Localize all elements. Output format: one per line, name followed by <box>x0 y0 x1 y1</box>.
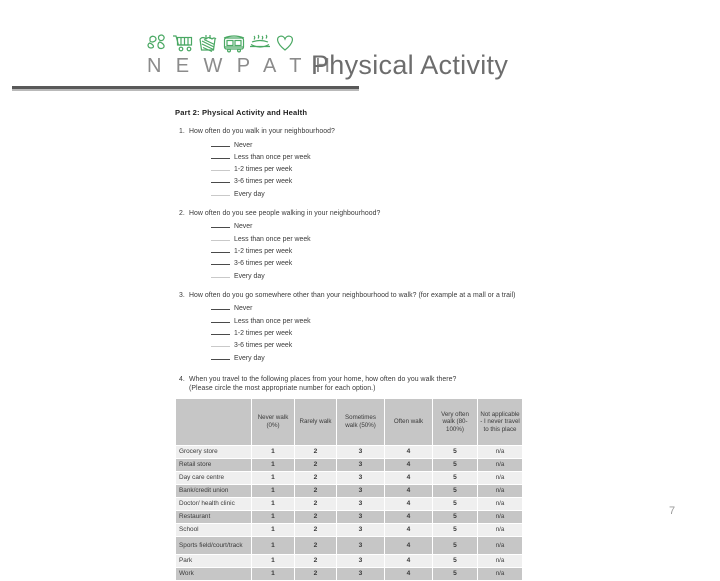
transit-bus-icon <box>222 33 246 53</box>
rating-cell[interactable]: 4 <box>385 536 433 554</box>
option-row <box>211 220 525 232</box>
rating-cell[interactable]: 3 <box>337 536 385 554</box>
rating-cell[interactable]: 4 <box>385 497 433 510</box>
rating-cell[interactable]: 4 <box>385 567 433 580</box>
rating-cell[interactable]: 5 <box>433 536 478 554</box>
column-header-rarely-walk: Rarely walk <box>295 398 337 445</box>
option-row <box>211 163 525 175</box>
question-1-options <box>175 139 525 200</box>
table-header <box>176 398 523 445</box>
rating-cell[interactable]: 2 <box>295 458 337 471</box>
column-header-never-walk: Never walk (0%) <box>252 398 295 445</box>
answer-blank[interactable] <box>211 339 230 347</box>
column-header-sometimes-walk: Sometimes walk (50%) <box>337 398 385 445</box>
rating-cell[interactable]: 4 <box>385 484 433 497</box>
option-row <box>211 188 525 200</box>
rating-cell[interactable]: 4 <box>385 554 433 567</box>
option-label: 1-2 times per week <box>234 248 293 256</box>
market-stall-icon <box>197 33 219 53</box>
rating-cell[interactable]: 2 <box>295 484 337 497</box>
rating-cell[interactable]: 2 <box>295 567 337 580</box>
table-body <box>176 445 523 580</box>
table-row <box>176 445 523 458</box>
answer-blank[interactable] <box>211 315 230 323</box>
option-label: 1-2 times per week <box>234 166 293 174</box>
option-label: Every day <box>234 272 265 280</box>
option-label: Every day <box>234 354 265 362</box>
question-2-number: 2. <box>179 209 185 217</box>
option-row <box>211 270 525 282</box>
option-label: Less than once per week <box>234 317 311 325</box>
question-3-options <box>175 302 525 363</box>
rating-cell[interactable]: 5 <box>433 567 478 580</box>
column-header-not-applicable: Not applicable - I never travel to this place <box>478 398 523 445</box>
rating-cell[interactable]: 3 <box>337 484 385 497</box>
option-row <box>211 139 525 151</box>
rating-cell[interactable]: 4 <box>385 471 433 484</box>
option-row <box>211 233 525 245</box>
rating-cell[interactable]: 5 <box>433 554 478 567</box>
question-3-number: 3. <box>179 291 185 299</box>
meal-plate-icon <box>249 33 271 53</box>
rating-cell[interactable]: 1 <box>252 510 295 523</box>
table-row <box>176 484 523 497</box>
question-1 <box>175 127 525 200</box>
rating-cell[interactable]: 1 <box>252 458 295 471</box>
option-label: 1-2 times per week <box>234 330 293 338</box>
row-label: Retail store <box>176 458 252 471</box>
answer-blank[interactable] <box>211 163 230 171</box>
logo-icon-row <box>147 27 312 53</box>
answer-blank[interactable] <box>211 151 230 159</box>
newpath-wordmark: N E W P A T H <box>147 55 335 77</box>
table-row <box>176 536 523 554</box>
table-row <box>176 471 523 484</box>
option-row <box>211 257 525 269</box>
row-label: Work <box>176 567 252 580</box>
rating-cell[interactable]: 3 <box>337 445 385 458</box>
walking-frequency-table <box>175 398 523 581</box>
rating-cell-na[interactable]: n/a <box>478 484 523 497</box>
rating-cell[interactable]: 5 <box>433 510 478 523</box>
rating-cell-na[interactable]: n/a <box>478 458 523 471</box>
rating-cell-na[interactable]: n/a <box>478 471 523 484</box>
rating-cell[interactable]: 3 <box>337 567 385 580</box>
row-label: Restaurant <box>176 510 252 523</box>
option-row <box>211 302 525 314</box>
table-row <box>176 510 523 523</box>
option-label: Never <box>234 141 253 149</box>
rating-cell[interactable]: 1 <box>252 484 295 497</box>
answer-blank[interactable] <box>211 233 230 241</box>
answer-blank[interactable] <box>211 352 230 360</box>
rating-cell[interactable]: 1 <box>252 567 295 580</box>
rating-cell[interactable]: 3 <box>337 458 385 471</box>
table-row <box>176 497 523 510</box>
rating-cell[interactable]: 3 <box>337 497 385 510</box>
row-label: Sports field/court/track <box>176 536 252 554</box>
rating-cell[interactable]: 5 <box>433 497 478 510</box>
rating-cell-na[interactable]: n/a <box>478 536 523 554</box>
option-row <box>211 339 525 351</box>
part-heading: Part 2: Physical Activity and Health <box>175 108 308 117</box>
option-label: 3-6 times per week <box>234 178 293 186</box>
rating-cell[interactable]: 2 <box>295 445 337 458</box>
rating-cell[interactable]: 2 <box>295 554 337 567</box>
rating-cell[interactable]: 5 <box>433 458 478 471</box>
slide-header <box>0 0 720 96</box>
row-label: Park <box>176 554 252 567</box>
rating-cell-na[interactable]: n/a <box>478 497 523 510</box>
header-divider-light <box>12 89 359 91</box>
rating-cell[interactable]: 5 <box>433 484 478 497</box>
question-2-text: How often do you see people walking in your neighbourhood? <box>189 209 381 217</box>
rating-cell[interactable]: 4 <box>385 445 433 458</box>
rating-cell[interactable]: 4 <box>385 458 433 471</box>
option-label: Less than once per week <box>234 235 311 243</box>
rating-cell-na[interactable]: n/a <box>478 445 523 458</box>
answer-blank[interactable] <box>211 188 230 196</box>
row-label: Day care centre <box>176 471 252 484</box>
answer-blank[interactable] <box>211 175 230 183</box>
rating-cell[interactable]: 3 <box>337 510 385 523</box>
slide-title: Physical Activity <box>311 50 509 80</box>
rating-cell[interactable]: 3 <box>337 471 385 484</box>
table-row <box>176 523 523 536</box>
question-4-subnumber-spacer <box>175 384 189 394</box>
rating-cell[interactable]: 3 <box>337 554 385 567</box>
answer-blank[interactable] <box>211 327 230 335</box>
option-label: 3-6 times per week <box>234 342 293 350</box>
option-label: Never <box>234 305 253 313</box>
option-row <box>211 245 525 257</box>
option-label: Less than once per week <box>234 153 311 161</box>
newpath-logo <box>147 27 335 78</box>
question-4 <box>175 375 525 581</box>
table-row <box>176 554 523 567</box>
survey-document-image <box>142 100 582 578</box>
column-header-often-walk: Often walk <box>385 398 433 445</box>
table-row <box>176 567 523 580</box>
rating-cell[interactable]: 1 <box>252 536 295 554</box>
page-number: 7 <box>669 505 676 517</box>
table-corner-cell <box>176 398 252 445</box>
question-4-number: 4. <box>179 375 185 383</box>
column-header-very-often-walk: Very often walk (80-100%) <box>433 398 478 445</box>
rating-cell-na[interactable]: n/a <box>478 554 523 567</box>
question-4-subtext: (Please circle the most appropriate number for each option.) <box>189 385 376 393</box>
footprints-icon <box>147 33 169 53</box>
answer-blank[interactable] <box>211 220 230 228</box>
rating-cell[interactable]: 3 <box>337 523 385 536</box>
answer-blank[interactable] <box>211 302 230 310</box>
rating-cell[interactable]: 2 <box>295 471 337 484</box>
rating-cell[interactable]: 2 <box>295 497 337 510</box>
question-1-number: 1. <box>179 128 185 135</box>
rating-cell-na[interactable]: n/a <box>478 567 523 580</box>
table-row <box>176 458 523 471</box>
option-row <box>211 175 525 187</box>
rating-cell-na[interactable]: n/a <box>478 523 523 536</box>
option-label: 3-6 times per week <box>234 260 293 268</box>
question-2-options <box>175 220 525 281</box>
question-1-text: How often do you walk in your neighbourhood? <box>189 128 335 135</box>
option-row <box>211 315 525 327</box>
answer-blank[interactable] <box>211 270 230 278</box>
rating-cell[interactable]: 2 <box>295 523 337 536</box>
rating-cell[interactable]: 4 <box>385 510 433 523</box>
row-label: Bank/credit union <box>176 484 252 497</box>
row-label: Grocery store <box>176 445 252 458</box>
answer-blank[interactable] <box>211 139 230 147</box>
row-label: Doctor/ health clinic <box>176 497 252 510</box>
answer-blank[interactable] <box>211 257 230 265</box>
rating-cell[interactable]: 1 <box>252 471 295 484</box>
rating-cell-na[interactable]: n/a <box>478 510 523 523</box>
rating-cell[interactable]: 1 <box>252 445 295 458</box>
option-label: Never <box>234 223 253 231</box>
survey-content <box>175 108 525 581</box>
question-2 <box>175 209 525 282</box>
rating-cell[interactable]: 2 <box>295 510 337 523</box>
rating-cell[interactable]: 2 <box>295 536 337 554</box>
row-label: School <box>176 523 252 536</box>
option-row <box>211 352 525 364</box>
rating-cell[interactable]: 1 <box>252 497 295 510</box>
option-label: Every day <box>234 190 265 198</box>
heart-icon <box>274 33 296 53</box>
rating-cell[interactable]: 1 <box>252 523 295 536</box>
rating-cell[interactable]: 5 <box>433 523 478 536</box>
table-header-row <box>176 398 523 445</box>
rating-cell[interactable]: 5 <box>433 471 478 484</box>
shopping-cart-icon <box>172 33 194 53</box>
rating-cell[interactable]: 4 <box>385 523 433 536</box>
rating-cell[interactable]: 5 <box>433 445 478 458</box>
question-3 <box>175 291 525 364</box>
rating-cell[interactable]: 1 <box>252 554 295 567</box>
option-row <box>211 151 525 163</box>
answer-blank[interactable] <box>211 245 230 253</box>
question-4-text: When you travel to the following places from your home, how often do you walk there? <box>189 375 457 383</box>
question-3-text: How often do you go somewhere other than your neighbourhood to walk? (for example at a mall or a trail) <box>189 291 516 299</box>
option-row <box>211 327 525 339</box>
